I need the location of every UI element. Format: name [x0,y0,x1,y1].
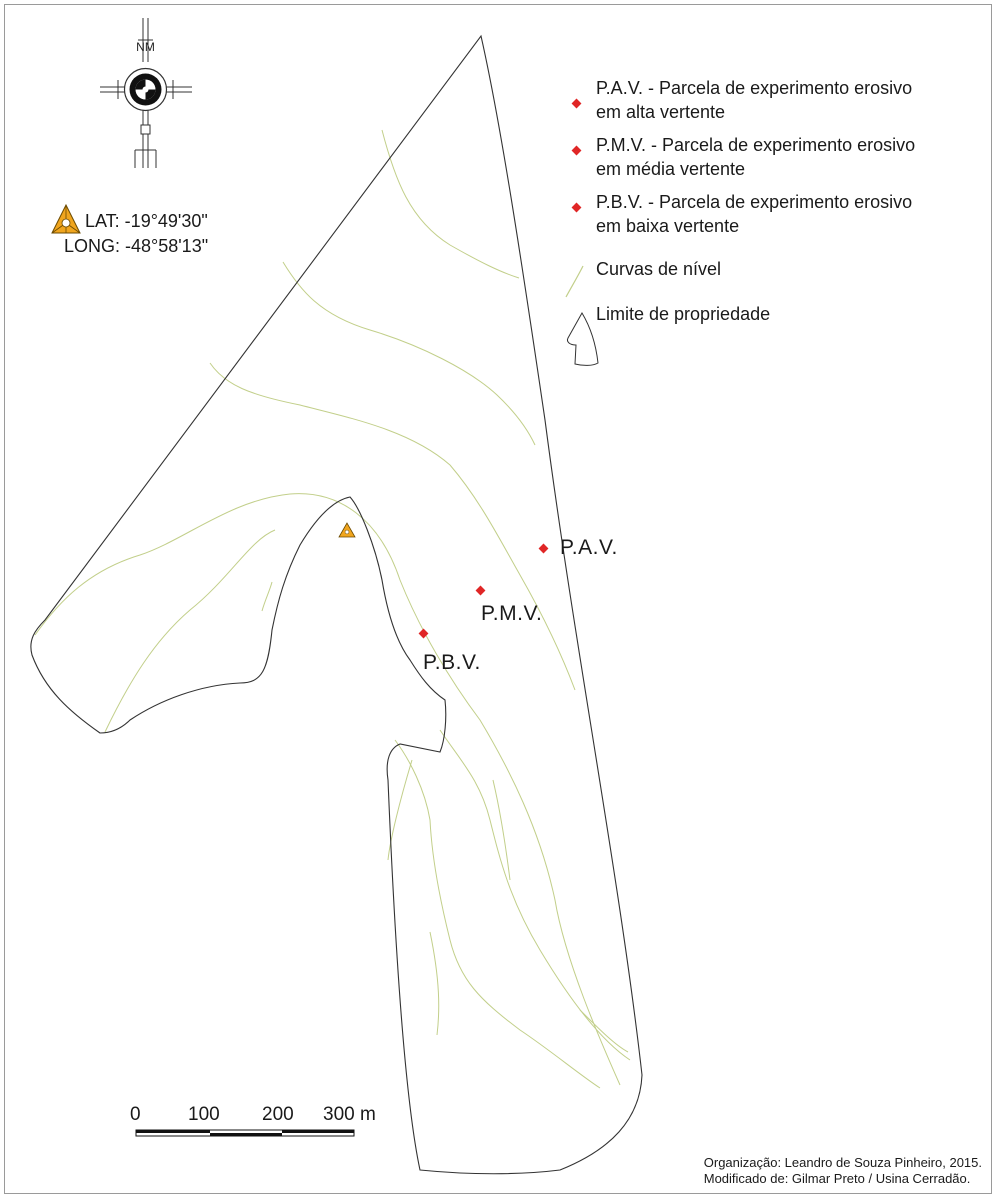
contour-line [430,932,439,1035]
pav-label: P.A.V. [560,536,618,559]
legend-item-text: Limite de propriedade [596,304,771,324]
contour-line [283,262,535,445]
scale-tick-300: 300 m [323,1104,376,1125]
legend-item-text: Curvas de nível [596,259,722,279]
contour-line [210,363,575,690]
pmv-label: P.M.V. [481,602,543,625]
property-boundary [31,36,642,1174]
map-reference-triangle-icon [339,523,355,537]
credits [704,1155,982,1187]
longitude-text: LONG: -48°58'13" [64,236,209,256]
latitude-text: LAT: -19°49'30" [85,211,208,231]
credits-organization: Organização: Leandro de Souza Pinheiro, 2015. [703,1155,982,1170]
legend-item-pmv [566,133,986,181]
legend-item-text: em alta vertente [596,102,726,122]
contour-line [35,494,620,1085]
contour-line [262,582,272,611]
legend-item-text: em média vertente [596,159,746,179]
legend-item-boundary [566,302,986,326]
contour-line [382,130,519,278]
scale-tick-200: 200 [262,1104,294,1125]
legend-item-text: P.A.V. - Parcela de experimento erosivo [596,78,913,98]
scale-tick-0: 0 [130,1104,141,1125]
red-diamond-icon [572,203,582,213]
legend [566,76,986,326]
legend-item-pbv [566,190,986,238]
legend-item-text: P.B.V. - Parcela de experimento erosivo [596,192,913,212]
pbv-label: P.B.V. [423,651,481,674]
credits-modified: Modificado de: Gilmar Preto / Usina Cerradão. [703,1171,971,1186]
north-label: NM [136,40,155,54]
scale-tick-100: 100 [188,1104,220,1125]
scale-bar [136,1130,354,1136]
legend-item-pav [566,76,986,124]
legend-item-text: P.M.V. - Parcela de experimento erosivo [596,135,916,155]
contour-line [580,1010,628,1052]
coordinates [52,209,208,259]
contour-line [388,760,412,860]
contour-line [493,780,510,880]
legend-item-contours [566,257,986,281]
contour-line [105,530,275,732]
red-diamond-icon [572,146,582,156]
contour-line [395,740,600,1088]
contour-line [440,730,630,1060]
red-diamond-icon [572,99,582,109]
legend-item-text: em baixa vertente [596,216,740,236]
